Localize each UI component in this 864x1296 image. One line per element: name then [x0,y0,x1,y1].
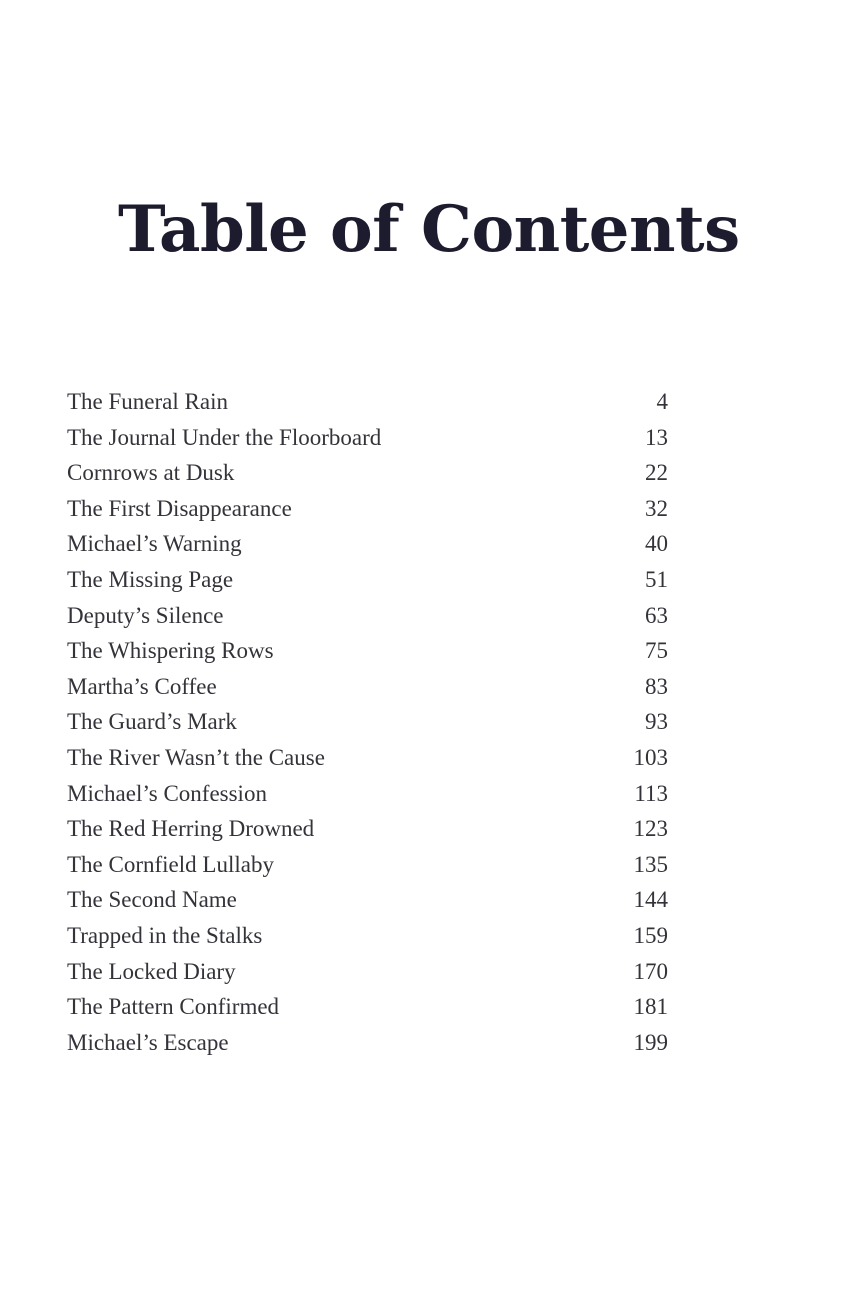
toc-entry [67,918,668,954]
toc-entry-page-number: 51 [645,566,668,592]
toc-entry-title: The River Wasn’t the Cause [67,744,325,770]
toc-entry-page-number: 170 [633,958,668,984]
toc-entry-page-number: 123 [633,816,668,842]
toc-entry-page-number: 199 [633,1029,668,1055]
toc-entry [67,847,668,883]
toc-entry-title: The Journal Under the Floorboard [67,424,382,450]
toc-entry [67,882,668,918]
toc-entry-title: The Whispering Rows [67,638,274,664]
toc-entry-title: Trapped in the Stalks [67,922,263,948]
toc-entry-page-number: 22 [645,460,668,486]
toc-entry [67,455,668,491]
toc-entry [67,669,668,705]
toc-entry-title: The Red Herring Drowned [67,816,315,842]
toc-entry-title: The Cornfield Lullaby [67,851,274,877]
toc-entry-title: Martha’s Coffee [67,673,217,699]
toc-entry-page-number: 13 [645,424,668,450]
toc-entry [67,633,668,669]
toc-entry [67,598,668,634]
toc-entry [67,384,668,420]
toc-entry-page-number: 83 [645,673,668,699]
toc-entry-title: Michael’s Confession [67,780,267,806]
toc-entry [67,1025,668,1061]
toc-entry-page-number: 75 [645,638,668,664]
toc-entry [67,704,668,740]
toc-entry [67,989,668,1025]
toc-entry-title: The Missing Page [67,566,234,592]
toc-entry-title: Deputy’s Silence [67,602,224,628]
toc-entry-page-number: 159 [633,922,668,948]
toc-entry [67,811,668,847]
toc-entry-title: The Second Name [67,887,237,913]
toc-entry-page-number: 4 [656,389,668,414]
toc-entry [67,562,668,598]
toc-entry [67,420,668,456]
page-title: Table of Contents [118,192,740,267]
toc-entry-page-number: 144 [633,887,668,913]
toc-entry-page-number: 32 [645,495,668,521]
toc-entry [67,776,668,812]
toc-entry-page-number: 63 [645,602,668,628]
toc-entry-title: The Pattern Confirmed [67,994,280,1020]
toc-entry [67,954,668,990]
toc-entry-title: The First Disappearance [67,495,292,521]
toc-entry [67,526,668,562]
toc-entry-title: The Guard’s Mark [67,709,237,735]
toc-entry [67,491,668,527]
toc-entry-title: Michael’s Escape [67,1029,229,1055]
toc-entry-page-number: 40 [645,531,668,557]
toc-entry [67,740,668,776]
toc-entry-page-number: 113 [634,780,668,806]
toc-entry-page-number: 103 [633,744,668,770]
toc-entry-title: The Locked Diary [67,958,236,984]
toc-entry-title: The Funeral Rain [67,389,228,414]
toc-list [67,384,668,1060]
toc-entry-title: Michael’s Warning [67,531,242,557]
toc-entry-page-number: 135 [633,851,668,877]
toc-entry-page-number: 93 [645,709,668,735]
toc-entry-page-number: 181 [633,994,668,1020]
toc-entry-title: Cornrows at Dusk [67,460,235,486]
